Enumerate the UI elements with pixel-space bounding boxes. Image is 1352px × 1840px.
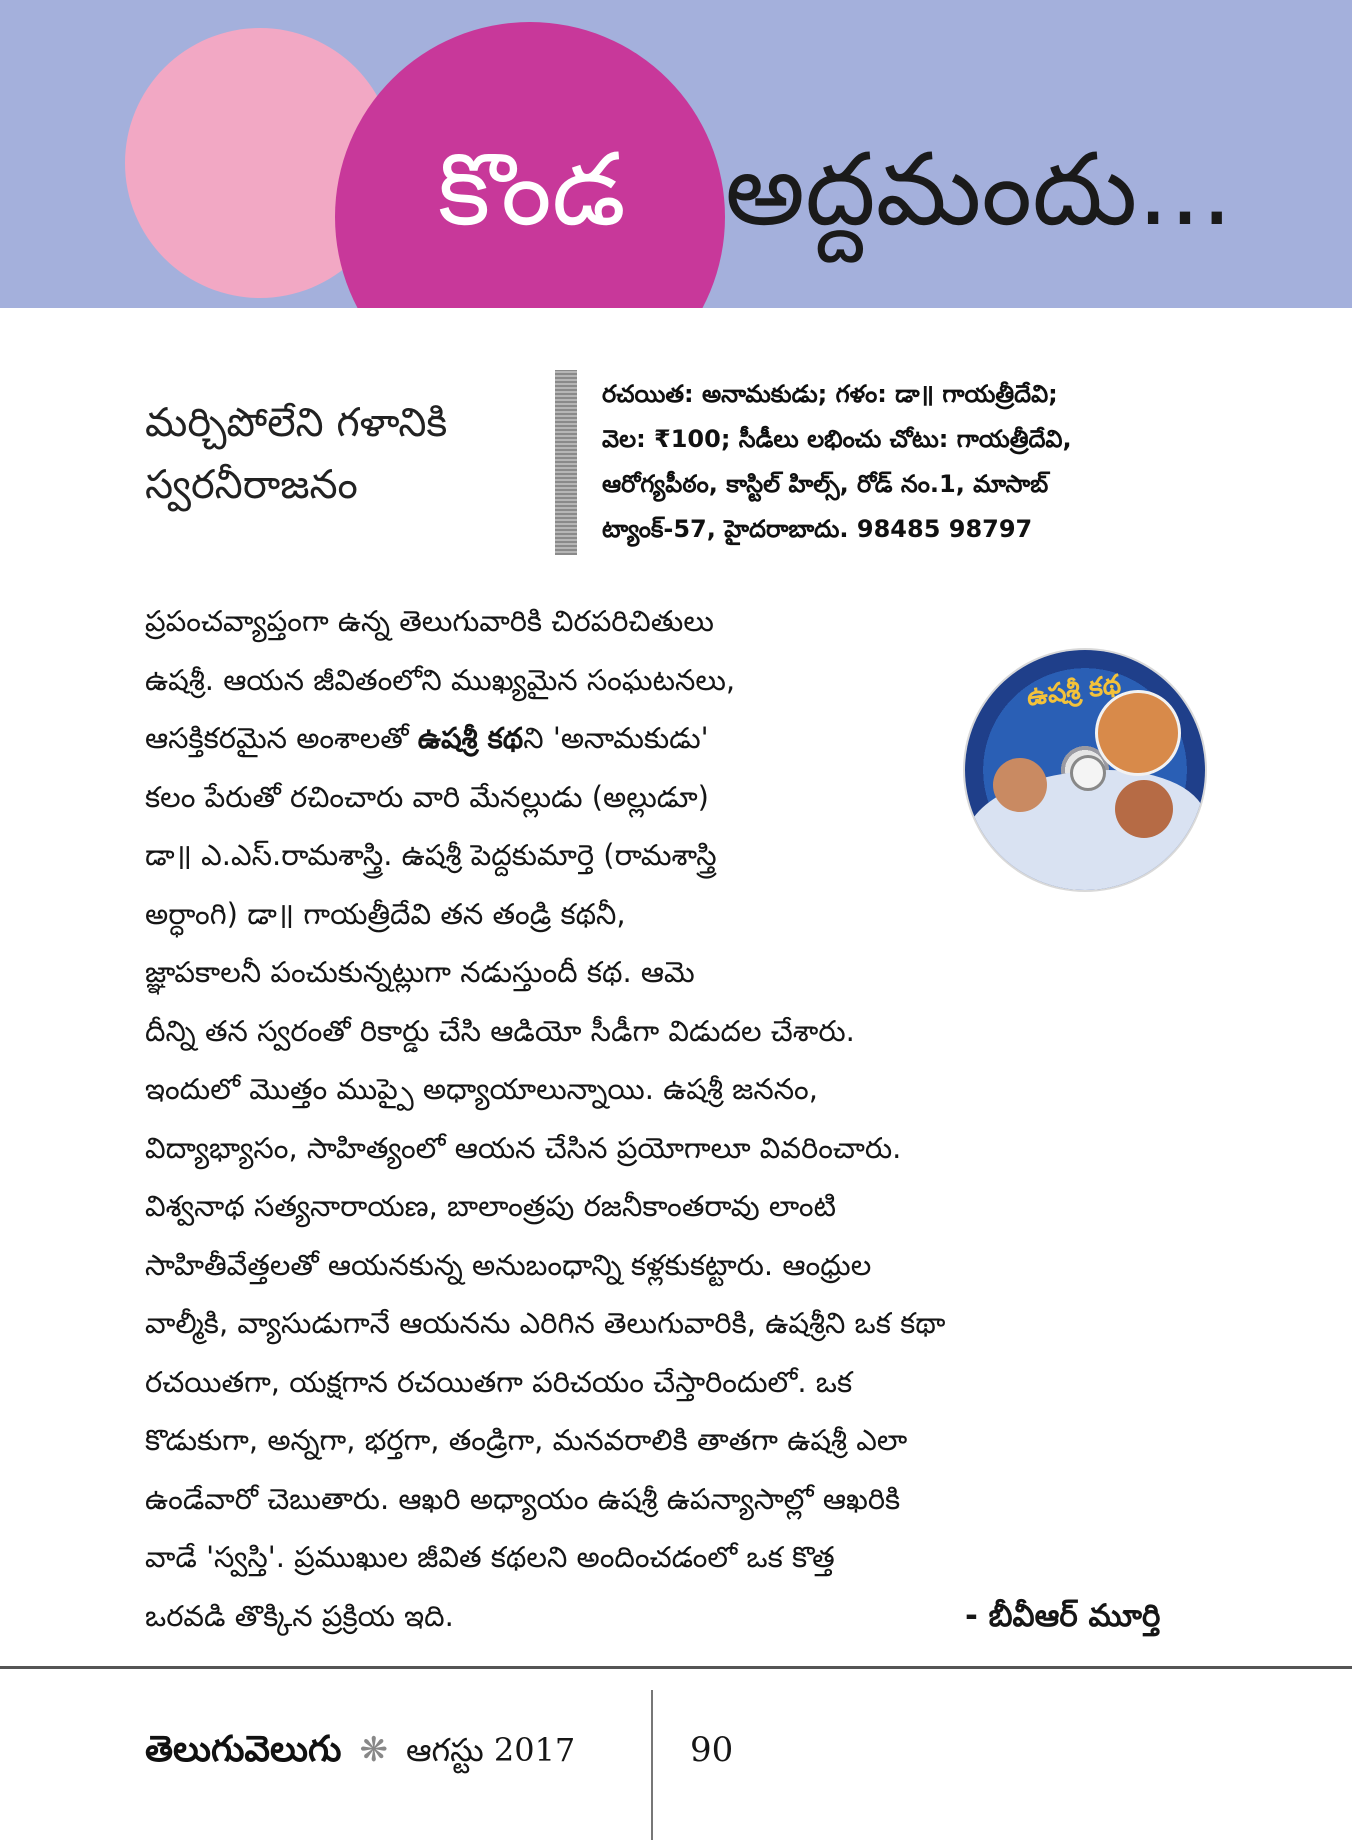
- info-line: ట్యాంక్-57, హైదరాబాదు. 98485 98797: [602, 515, 1033, 543]
- info-line: రచయిత: అనామకుడు; గళం: డా॥ గాయత్రీదేవి;: [602, 380, 1058, 408]
- info-line: ఆరోగ్యపీఠం, కాస్టిల్ హిల్స్, రోడ్ నం.1, మాసాబ్: [602, 470, 1049, 498]
- article-author: - బీవీఆర్ మూర్తి: [965, 1597, 1161, 1634]
- article-line: దీన్ని తన స్వరంతో రికార్డు చేసి ఆడియో సీడీగా విడుదల చేశారు.: [145, 1013, 855, 1048]
- article-line: ఉండేవారో చెబుతారు. ఆఖరి అధ్యాయం ఉషశ్రీ ఉపన్యాసాల్లో ఆఖరికి: [145, 1481, 901, 1516]
- article-line: [145, 709, 1205, 768]
- article-line: కలం పేరుతో రచించారు వారి మేనల్లుడు (అల్లుడూ): [145, 779, 709, 814]
- article-line: జ్ఞాపకాలనీ పంచుకున్నట్లుగా నడుస్తుందీ కథ. ఆమె: [145, 955, 695, 989]
- page-footer: [145, 1720, 575, 1780]
- info-line: వెల: ₹100; సీడీలు లభించు చోటు: గాయత్రీదేవి,: [602, 425, 1072, 453]
- article-line: కొడుకుగా, అన్నగా, భర్తగా, తండ్రిగా, మనవరాలికి తాతగా ఉషశ్రీ ఎలా: [145, 1423, 908, 1457]
- info-accent-bar: [555, 370, 577, 555]
- article-text: ఆసక్తికరమైన అంశాలతో: [145, 721, 418, 755]
- article-line: ఉషశ్రీ. ఆయన జీవితంలోని ముఖ్యమైన సంఘటనలు,: [145, 662, 736, 697]
- article-last-line: [145, 1587, 1205, 1646]
- article-line: ప్రపంచవ్యాప్తంగా ఉన్న తెలుగువారికి చిరపరిచితులు: [145, 604, 714, 638]
- article-text: ని 'అనామకుడు': [523, 721, 709, 755]
- magazine-name: తెలుగువెలుగు: [145, 1729, 342, 1770]
- article-line: ఇందులో మొత్తం ముప్పై అధ్యాయాలున్నాయి. ఉషశ్రీ జననం,: [145, 1072, 818, 1106]
- article-line: రచయితగా, యక్షగాన రచయితగా పరిచయం చేస్తారిందులో. ఒక: [145, 1364, 853, 1399]
- footer-divider: [0, 1666, 1352, 1669]
- page-title-part1: కొండ: [438, 131, 626, 248]
- article-text: ఒరవడి తొక్కిన ప్రక్రియ ఇది.: [145, 1598, 454, 1633]
- subtitle-line: స్వరనీరాజనం: [145, 462, 358, 508]
- book-info-block: [602, 372, 1342, 552]
- article-line: విశ్వనాథ సత్యనారాయణ, బాలాంత్రపు రజనీకాంతరావు లాంటి: [145, 1189, 836, 1223]
- article-line: వాల్మీకి, వ్యాసుడుగానే ఆయనను ఎరిగిన తెలుగువారికి, ఉషశ్రీని ఒక కథా: [145, 1306, 946, 1340]
- footer-vertical-divider: [651, 1690, 653, 1840]
- article-line: వాడే 'స్వస్తి'. ప్రముఖుల జీవిత కథలని అందించడంలో ఒక కొత్త: [145, 1540, 835, 1574]
- article-line: అర్ధాంగి) డా॥ గాయత్రీదేవి తన తండ్రి కథనీ,: [145, 896, 626, 931]
- page-title-part2: అద్దమందు...: [725, 131, 1233, 248]
- asterism-icon: ❋: [359, 1730, 388, 1770]
- page-number: 90: [690, 1730, 734, 1770]
- cd-title: ఉషశ్రీ కథ: [1024, 669, 1123, 713]
- article-line: సాహితీవేత్తలతో ఆయనకున్న అనుబంధాన్ని కళ్లకుకట్టారు. ఆంధ్రుల: [145, 1247, 872, 1282]
- book-title-bold: ఉషశ్రీ కథ: [417, 721, 524, 755]
- article-line: విద్యాభ్యాసం, సాహిత్యంలో ఆయన చేసిన ప్రయోగాలూ వివరించారు.: [145, 1130, 902, 1165]
- subtitle-line: మర్చిపోలేని గళానికి: [145, 400, 448, 446]
- header-banner: [0, 0, 1352, 308]
- issue-date: ఆగస్టు 2017: [405, 1731, 576, 1769]
- article-subtitle: [145, 392, 545, 516]
- article-line: డా॥ ఎ.ఎస్.రామశాస్త్రి. ఉషశ్రీ పెద్దకుమార్తె (రామశాస్త్రి: [145, 838, 717, 872]
- article-body: [145, 592, 1205, 1645]
